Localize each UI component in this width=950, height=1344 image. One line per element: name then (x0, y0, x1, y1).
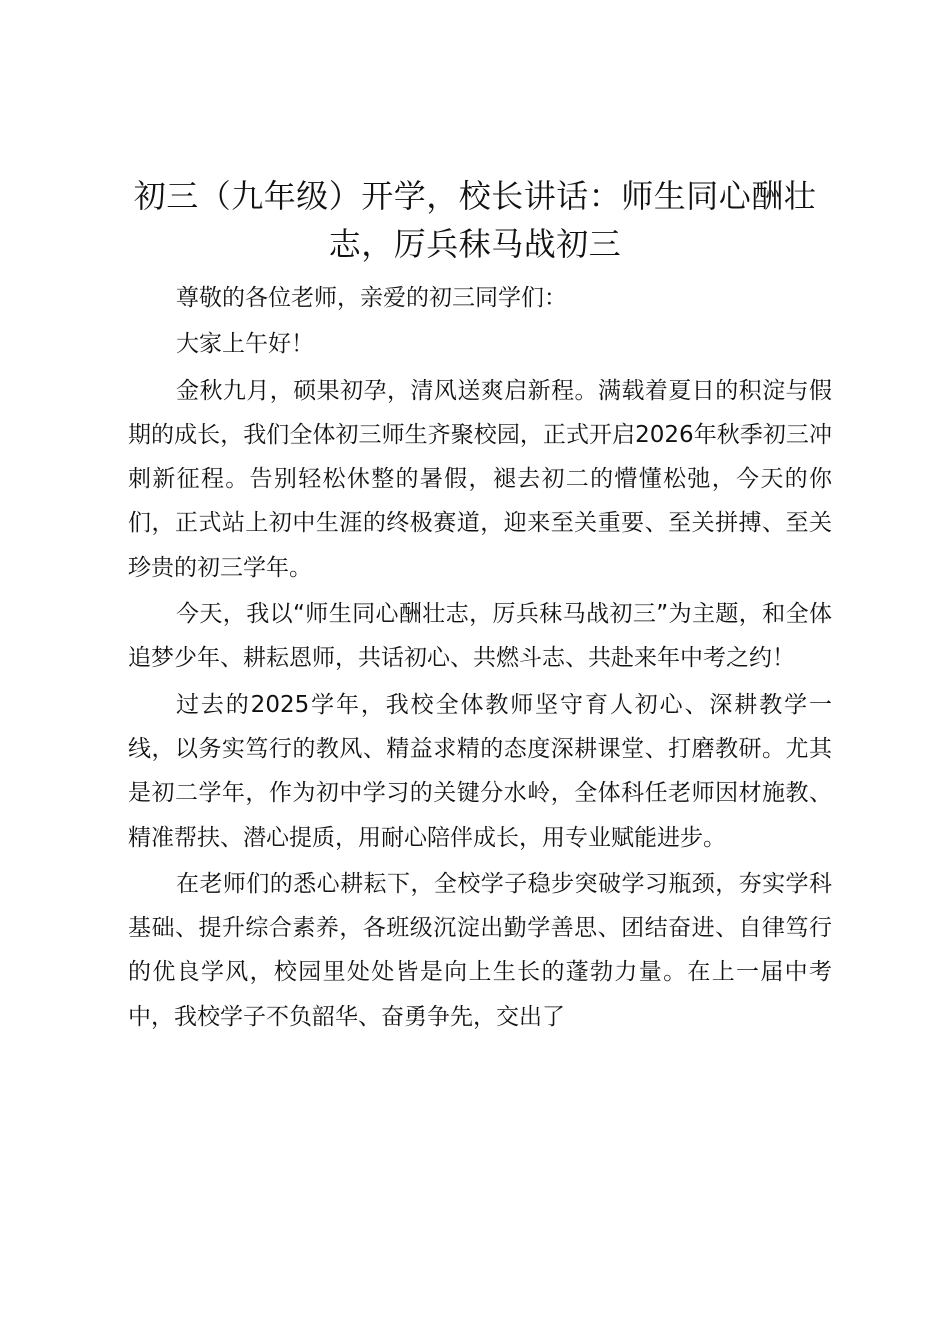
paragraph-greeting: 大家上午好！ (176, 331, 314, 358)
paragraph-salutation: 尊敬的各位老师，亲爱的初三同学们： (176, 285, 567, 311)
paragraph: 过去的2025学年，我校全体教师坚守育人初心、深耕教学一线，以务实笃行的教风、精益求精的态度深耕课堂、打磨教研。尤其是初二学年，作为初中学习的关键分水岭，全体科任老师因材施教、精准帮扶、潜心提质，用耐心陪伴成长，用专业赋能进步。 (128, 691, 832, 851)
paragraph: 在老师们的悉心耕耘下，全校学子稳步突破学习瓶颈，夯实学科基础、提升综合素养，各班级沉淀出勤学善思、团结奋进、自律笃行的优良学风，校园里处处皆是向上生长的蓬勃力量。在上一届中考中，我校学子不负韶华、奋勇争先，交出了 (128, 870, 832, 1030)
paragraph: 今天，我以“师生同心酬壮志，厉兵秣马战初三”为主题，和全体追梦少年、耕耘恩师，共话初心、共燃斗志、共赴来年中考之约！ (128, 601, 832, 672)
document-body (128, 276, 832, 1041)
document-title: 初三（九年级）开学，校长讲话：师生同心酬壮志，厉兵秣马战初三 (133, 177, 817, 263)
paragraph: 金秋九月，硕果初孕，清风送爽启新程。满载着夏日的积淀与假期的成长，我们全体初三师生齐聚校园，正式开启2026年秋季初三冲刺新征程。告别轻松休整的暑假，褪去初二的懵懂松弛，今天的你们，正式站上初中生涯的终极赛道，迎来至关重要、至关拼搏、至关珍贵的初三学年。 (128, 377, 832, 581)
